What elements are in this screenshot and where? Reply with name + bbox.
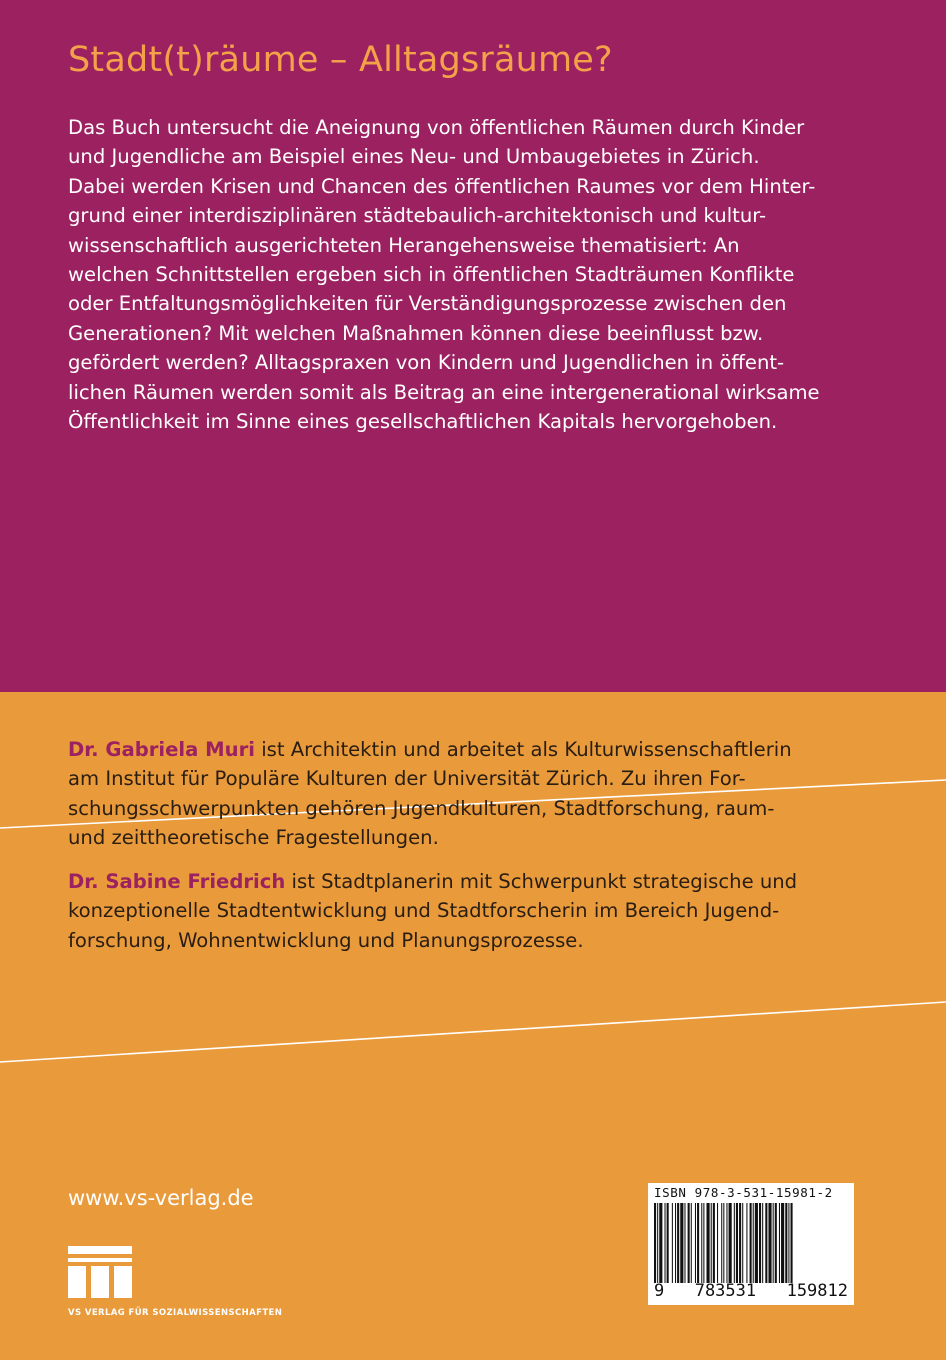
barcode-bar <box>779 1203 780 1283</box>
barcode-bars <box>654 1203 846 1283</box>
barcode-bar <box>675 1203 676 1283</box>
ean-digits <box>654 1281 848 1301</box>
bio-line: und zeittheoretische Fragestellungen. <box>68 826 439 850</box>
blurb-line: gefördert werden? Alltagspraxen von Kindern und Jugendlichen in öffent- <box>68 351 785 375</box>
barcode-bar <box>667 1203 669 1283</box>
barcode-bar <box>657 1203 658 1283</box>
blurb-line: und Jugendliche am Beispiel eines Neu- und Umbaugebietes in Zürich. <box>68 145 760 169</box>
blurb-line: wissenschaftlich ausgerichteten Herangehensweise thematisiert: An <box>68 233 740 257</box>
barcode-bar <box>785 1203 787 1283</box>
barcode-bar <box>775 1203 777 1283</box>
barcode-bar <box>753 1203 754 1283</box>
barcode-bar <box>736 1203 738 1283</box>
barcode-bar <box>659 1203 662 1283</box>
blurb-line: welchen Schnittstellen ergeben sich in öffentlichen Stadträumen Konflikte <box>68 263 795 287</box>
barcode-bar <box>697 1203 699 1283</box>
barcode-bar <box>654 1203 656 1283</box>
barcode-bar <box>721 1203 722 1283</box>
bio-line: forschung, Wohnentwicklung und Planungsprozesse. <box>68 928 584 952</box>
barcode-bar <box>746 1203 747 1283</box>
barcode-bar <box>773 1203 774 1283</box>
barcode-bar <box>762 1203 763 1283</box>
blurb-line: Öffentlichkeit im Sinne eines gesellschaftlichen Kapitals hervorgehoben. <box>68 410 778 434</box>
barcode-bar <box>739 1203 741 1283</box>
bio-line: ist Stadtplanerin mit Schwerpunkt strategische und <box>285 870 798 893</box>
publisher-name: VS VERLAG FÜR SOZIALWISSENSCHAFTEN <box>68 1308 283 1318</box>
book-blurb <box>68 113 888 436</box>
barcode-bar <box>723 1203 724 1283</box>
author-name: Dr. Gabriela Muri <box>68 738 255 761</box>
barcode-bar <box>781 1203 784 1283</box>
blurb-line: Dabei werden Krisen und Chancen des öffentlichen Raumes vor dem Hinter- <box>68 174 816 198</box>
barcode-bar <box>729 1203 732 1283</box>
barcode-bar <box>759 1203 761 1283</box>
author-bio-muri <box>68 735 888 853</box>
isbn-barcode <box>648 1183 854 1305</box>
barcode-bar <box>791 1203 793 1283</box>
barcode-bar <box>717 1203 718 1283</box>
barcode-bar <box>691 1203 692 1283</box>
barcode-bar <box>672 1203 673 1283</box>
author-name: Dr. Sabine Friedrich <box>68 870 286 893</box>
barcode-bar <box>788 1203 789 1283</box>
barcode-bar <box>768 1203 771 1283</box>
blurb-line: Generationen? Mit welchen Maßnahmen können diese beeinflusst bzw. <box>68 321 764 345</box>
decorative-line-lower <box>0 1002 946 1062</box>
barcode-bar <box>765 1203 767 1283</box>
barcode-bar <box>684 1203 685 1283</box>
book-title: Stadt(t)räume – Alltagsräume? <box>68 40 613 80</box>
publisher-url: www.vs-verlag.de <box>68 1186 254 1210</box>
author-bio-friedrich <box>68 867 888 955</box>
blurb-line: oder Entfaltungsmöglichkeiten für Verständigungsprozesse zwischen den <box>68 292 787 316</box>
barcode-bar <box>665 1203 666 1283</box>
barcode-bar <box>680 1203 683 1283</box>
blurb-line: lichen Räumen werden somit als Beitrag an eine intergenerational wirksame <box>68 380 820 404</box>
publisher-logo-icon <box>68 1246 132 1298</box>
barcode-bar <box>677 1203 679 1283</box>
barcode-bar <box>707 1203 710 1283</box>
barcode-bar <box>750 1203 752 1283</box>
ean-right-group: 159812 <box>786 1281 848 1301</box>
barcode-bar <box>713 1203 715 1283</box>
barcode-bar <box>755 1203 758 1283</box>
barcode-bar <box>734 1203 735 1283</box>
blurb-line: Das Buch untersucht die Aneignung von öffentlichen Räumen durch Kinder <box>68 116 805 139</box>
bio-line: konzeptionelle Stadtentwicklung und Stadtforscherin im Bereich Jugend- <box>68 899 780 923</box>
isbn-number: ISBN 978-3-531-15981-2 <box>654 1185 833 1200</box>
barcode-bar <box>695 1203 696 1283</box>
bio-line: am Institut für Populäre Kulturen der Universität Zürich. Zu ihren For- <box>68 767 746 791</box>
ean-left-group: 783531 <box>694 1281 757 1301</box>
barcode-bar <box>703 1203 704 1283</box>
blurb-line: grund einer interdisziplinären städtebaulich-architektonisch und kultur- <box>68 204 767 228</box>
barcode-bar <box>726 1203 727 1283</box>
ean-first-digit: 9 <box>654 1281 665 1301</box>
bio-line: schungsschwerpunkten gehören Jugendkulturen, Stadtforschung, raum- <box>68 796 775 820</box>
barcode-bar <box>742 1203 743 1283</box>
bio-line: ist Architektin und arbeitet als Kulturwissenschaftlerin <box>254 738 792 761</box>
barcode-bar <box>711 1203 712 1283</box>
barcode-bar <box>701 1203 702 1283</box>
barcode-bar <box>688 1203 690 1283</box>
